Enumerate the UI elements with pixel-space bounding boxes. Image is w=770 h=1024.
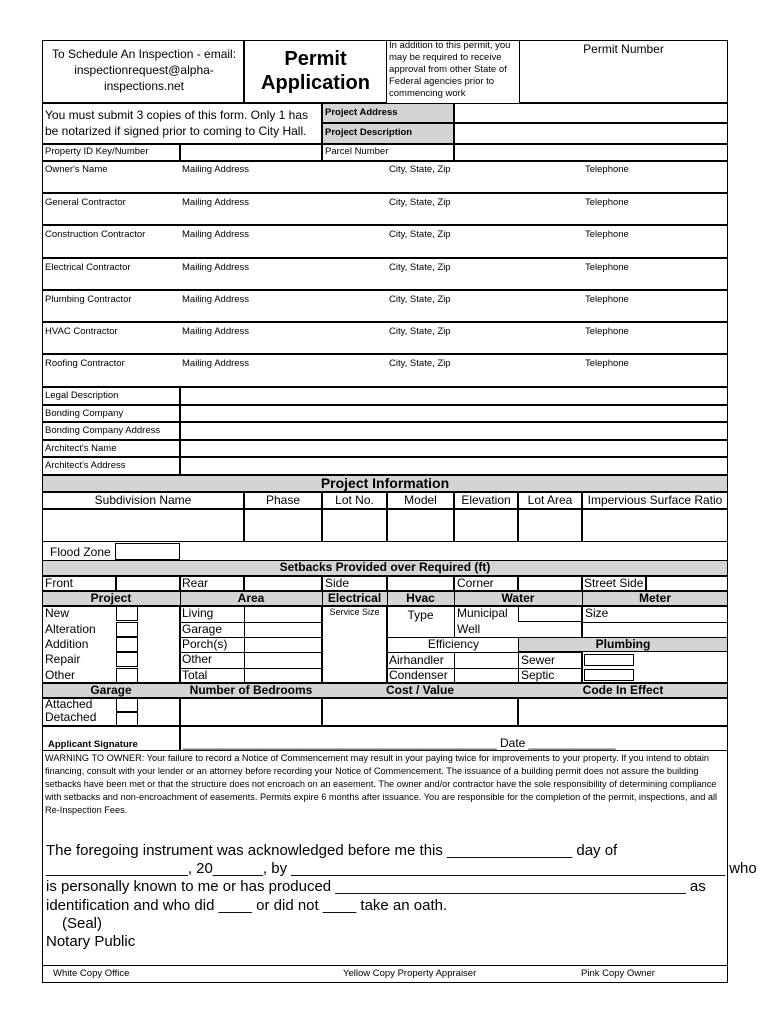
bedrooms-field[interactable] <box>180 698 322 726</box>
elevation-field[interactable] <box>454 509 518 542</box>
party-mailing: Mailing Address <box>182 358 250 369</box>
party-role: Electrical Contractor <box>45 262 131 273</box>
party-mailing: Mailing Address <box>182 262 250 273</box>
service-size-label: Service Size <box>329 607 380 617</box>
legal-description-label: Legal Description <box>45 390 119 401</box>
area-total: Total <box>182 668 208 682</box>
area-living: Living <box>182 606 214 620</box>
setback-rear-label: Rear <box>182 576 209 590</box>
project-new-checkbox[interactable] <box>116 606 138 621</box>
setback-front-field[interactable] <box>116 576 180 591</box>
party-city: City, State, Zip <box>389 326 451 337</box>
setback-side-label: Side <box>325 576 350 590</box>
garage-detached: Detached <box>45 710 97 724</box>
project-address-label: Project Address <box>325 107 398 118</box>
party-mailing: Mailing Address <box>182 229 250 240</box>
permit-number-label: Permit Number <box>583 42 664 56</box>
project-info-heading: Project Information <box>320 475 450 491</box>
flood-zone-field[interactable] <box>115 543 180 560</box>
project-other-checkbox[interactable] <box>116 668 138 683</box>
party-row-electrical[interactable] <box>42 258 728 290</box>
project-address-field[interactable] <box>454 103 728 123</box>
project-addition-checkbox[interactable] <box>116 637 138 652</box>
setback-street-side-field[interactable] <box>646 576 728 591</box>
signature-line: _______________________________________________ Date _____________ <box>183 736 616 750</box>
party-mailing: Mailing Address <box>182 164 250 175</box>
col-model: Model <box>404 493 437 507</box>
parcel-number-label: Parcel Number <box>325 146 389 157</box>
code-in-effect-field[interactable] <box>518 698 728 726</box>
party-row-plumbing[interactable] <box>42 290 728 322</box>
project-description-label: Project Description <box>325 127 413 138</box>
section-meter: Meter <box>638 591 671 605</box>
page-title-line1: Permit <box>284 48 347 70</box>
party-city: City, State, Zip <box>389 197 451 208</box>
project-description-field[interactable] <box>454 123 728 144</box>
septic-checkbox[interactable] <box>584 669 634 681</box>
architect-address-label: Architect's Address <box>45 460 126 471</box>
party-row-general[interactable] <box>42 193 728 225</box>
section-electrical: Electrical <box>327 591 382 605</box>
bedrooms-heading: Number of Bedrooms <box>189 683 313 697</box>
setback-corner-field[interactable] <box>518 576 582 591</box>
sewer-label: Sewer <box>521 653 556 667</box>
setback-side-field[interactable] <box>387 576 454 591</box>
notary-line1: The foregoing instrument was acknowledged before me this _______________ day of <box>46 842 618 859</box>
setback-rear-field[interactable] <box>244 576 322 591</box>
area-porch: Porch(s) <box>182 637 228 651</box>
property-id-field[interactable] <box>180 144 322 161</box>
hvac-type-label: Type <box>407 608 434 622</box>
party-city: City, State, Zip <box>389 229 451 240</box>
meter-size-label: Size <box>585 606 609 620</box>
subdivision-name-field[interactable] <box>42 509 244 542</box>
party-city: City, State, Zip <box>389 358 451 369</box>
section-divider <box>180 591 181 606</box>
area-divider <box>244 606 245 683</box>
col-lot-area: Lot Area <box>527 493 573 507</box>
warning-text: WARNING TO OWNER: Your failure to record a Notice of Commencement may result in your paying twice for improvements to your property. If you intend to obtain financing, consult with your lender or an attorney before recording your Notice of Commencement. The issuance of a building permit does not assure the building setbacks have been met or that the structure does not encroach on an easement. The owner and/or contractor have the sole responsibility of determining compliance with setbacks and non-encroachment of easements. Permits expire 6 months after issuance. You are responsible for the completion of the permit, inspections, and all Re-Inspection Fees. <box>45 753 718 815</box>
legal-description-field[interactable] <box>180 387 728 405</box>
project-type-new: New <box>45 606 70 620</box>
model-field[interactable] <box>387 509 454 542</box>
party-phone: Telephone <box>585 164 629 175</box>
party-row-hvac[interactable] <box>42 322 728 354</box>
party-role: General Contractor <box>45 197 126 208</box>
party-role: Construction Contractor <box>45 229 146 240</box>
plumbing-heading: Plumbing <box>595 637 651 651</box>
cost-value-heading: Cost / Value <box>385 683 455 697</box>
applicant-signature-label: Applicant Signature <box>48 739 138 750</box>
party-phone: Telephone <box>585 294 629 305</box>
bonding-company-field[interactable] <box>180 405 728 422</box>
section-project: Project <box>90 591 132 605</box>
party-phone: Telephone <box>585 262 629 273</box>
bonding-company-label: Bonding Company <box>45 408 124 419</box>
section-divider <box>322 591 323 606</box>
section-hvac: Hvac <box>406 591 435 605</box>
project-type-repair: Repair <box>45 652 81 666</box>
notary-line3: is personally known to me or has produced __________________________________________ as <box>46 878 706 895</box>
project-type-other: Other <box>45 668 76 682</box>
septic-label: Septic <box>521 668 555 682</box>
project-repair-checkbox[interactable] <box>116 652 138 667</box>
col-impervious-surface-ratio: Impervious Surface Ratio <box>587 493 723 507</box>
party-row-roofing[interactable] <box>42 354 728 387</box>
isr-field[interactable] <box>582 509 728 542</box>
area-garage: Garage <box>182 622 223 636</box>
phase-field[interactable] <box>244 509 322 542</box>
garage-attached-checkbox[interactable] <box>116 698 138 712</box>
code-in-effect-heading: Code In Effect <box>582 683 664 697</box>
section-divider <box>387 591 388 606</box>
water-municipal-checkbox[interactable] <box>518 606 582 622</box>
party-role: Plumbing Contractor <box>45 294 132 305</box>
garage-heading: Garage <box>90 683 132 697</box>
setbacks-heading: Setbacks Provided over Required (ft) <box>279 560 491 574</box>
electrical-block[interactable] <box>322 606 387 683</box>
footer-white-copy: White Copy Office <box>53 968 130 979</box>
page-title-line2: Application <box>261 72 370 94</box>
area-other: Other <box>182 652 213 666</box>
party-phone: Telephone <box>585 358 629 369</box>
party-mailing: Mailing Address <box>182 326 250 337</box>
section-water: Water <box>501 591 535 605</box>
notary-seal: (Seal) <box>62 915 103 932</box>
meter-row-line <box>582 622 728 623</box>
section-divider <box>454 591 455 606</box>
notary-public: Notary Public <box>46 933 136 950</box>
party-role: HVAC Contractor <box>45 326 118 337</box>
party-role: Owner's Name <box>45 164 108 175</box>
party-phone: Telephone <box>585 229 629 240</box>
garage-detached-checkbox[interactable] <box>116 712 138 726</box>
footer-divider <box>42 965 728 966</box>
party-city: City, State, Zip <box>389 294 451 305</box>
section-divider <box>582 591 583 606</box>
water-well-label: Well <box>457 622 481 636</box>
cost-value-field[interactable] <box>322 698 518 726</box>
sewer-checkbox[interactable] <box>584 654 634 666</box>
party-mailing: Mailing Address <box>182 197 250 208</box>
footer-pink-copy: Pink Copy Owner <box>581 968 655 979</box>
flood-zone-label: Flood Zone <box>50 545 111 559</box>
section-area: Area <box>237 591 265 605</box>
col-lot-no: Lot No. <box>335 493 374 507</box>
lot-area-field[interactable] <box>518 509 582 542</box>
bonding-address-field[interactable] <box>180 422 728 440</box>
party-phone: Telephone <box>585 326 629 337</box>
setback-street-side-label: Street Side <box>584 576 644 590</box>
airhandler-label: Airhandler <box>389 653 444 667</box>
water-municipal-label: Municipal <box>457 606 508 620</box>
party-mailing: Mailing Address <box>182 294 250 305</box>
lot-no-field[interactable] <box>322 509 387 542</box>
col-subdivision-name: Subdivision Name <box>94 493 192 507</box>
col-elevation: Elevation <box>461 493 511 507</box>
copies-notice: You must submit 3 copies of this form. Only 1 has be notarized if signed prior to coming to City Hall. <box>45 108 309 138</box>
bonding-address-label: Bonding Company Address <box>45 425 161 436</box>
notary-line4: identification and who did ____ or did not ____ take an oath. <box>46 897 448 914</box>
architect-name-field[interactable] <box>180 440 728 457</box>
party-city: City, State, Zip <box>389 262 451 273</box>
property-id-label: Property ID Key/Number <box>45 146 149 157</box>
efficiency-label: Efficiency <box>427 637 480 651</box>
condenser-label: Condenser <box>389 668 448 682</box>
agency-notice: In addition to this permit, you may be required to receive approval from other State of Federal agencies prior to commencing work <box>389 40 511 99</box>
project-alteration-checkbox[interactable] <box>116 622 138 637</box>
footer-yellow-copy: Yellow Copy Property Appraiser <box>343 968 477 979</box>
party-phone: Telephone <box>585 197 629 208</box>
party-city: City, State, Zip <box>389 164 451 175</box>
garage-attached: Attached <box>45 697 93 711</box>
architect-address-field[interactable] <box>180 457 728 475</box>
setback-corner-label: Corner <box>457 576 494 590</box>
party-row-owner[interactable] <box>42 161 728 193</box>
schedule-text: To Schedule An Inspection - email: inspectionrequest@alpha-inspections.net <box>51 47 237 93</box>
party-row-construction[interactable] <box>42 225 728 258</box>
project-type-addition: Addition <box>45 637 89 651</box>
parcel-number-field[interactable] <box>454 144 728 161</box>
col-phase: Phase <box>265 493 301 507</box>
hvac-divider <box>454 606 455 637</box>
architect-name-label: Architect's Name <box>45 443 117 454</box>
setback-front-label: Front <box>45 576 74 590</box>
notary-line2: _________________, 20______, by ____________________________________________________ who <box>46 860 757 877</box>
party-role: Roofing Contractor <box>45 358 125 369</box>
project-type-alteration: Alteration <box>45 622 96 636</box>
